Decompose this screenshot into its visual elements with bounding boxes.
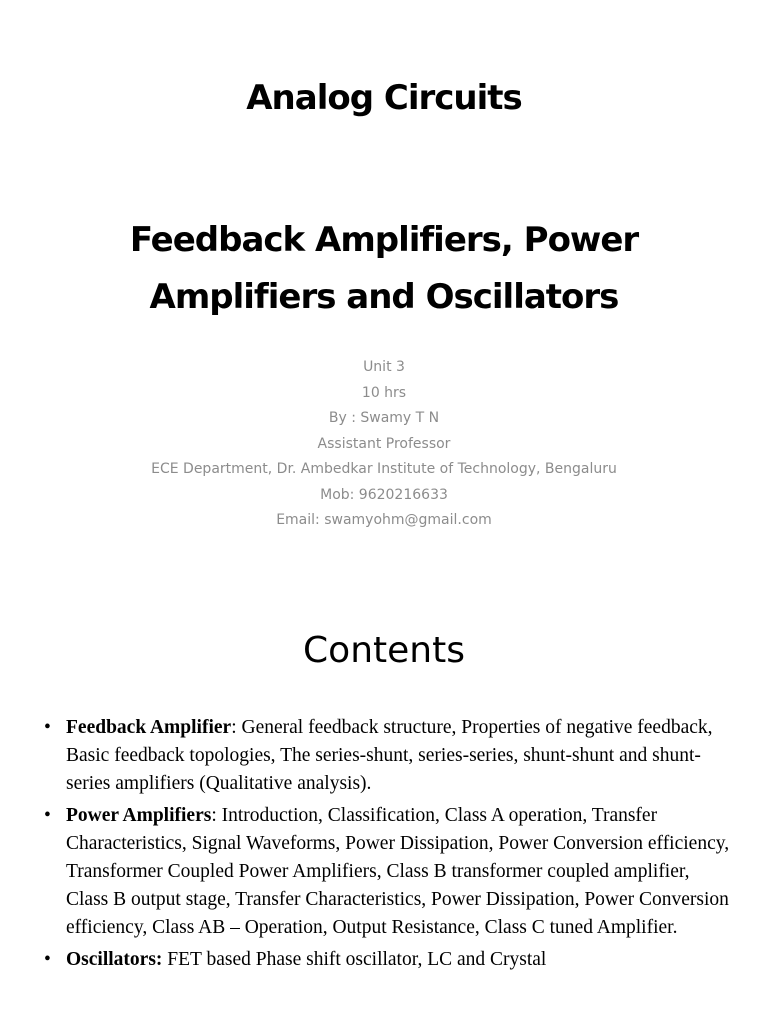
bullet-icon: •	[44, 805, 51, 826]
list-item	[44, 714, 734, 798]
unit-label: Unit 3	[363, 359, 405, 375]
author-info	[0, 355, 768, 534]
item-text: : Introduction, Classification, Class A operation, Transfer Characteristics, Signal Waveforms, Power Dissipation, Power Conversion efficiency, Transformer Coupled Power Amplifiers, Class B transformer coupled amplifier, Class B output stage, Transfer Characteristics, Power Dissipation, Power Conversion efficiency, Class AB – Operation, Output Resistance, Class C tuned Amplifier.	[66, 805, 730, 938]
hours-label: 10 hrs	[361, 384, 407, 401]
author-mobile: Mob: 9620216633	[320, 486, 448, 503]
list-item	[44, 946, 734, 974]
contents-slide	[0, 580, 768, 1024]
item-term: Power Amplifiers	[66, 805, 212, 826]
contents-list	[44, 714, 734, 978]
item-text: : General feedback structure, Properties of negative feedback, Basic feedback topologies, The series-shunt, series-series, shunt-shunt and shunt-series amplifiers (Qualitative analysis).	[66, 717, 713, 794]
item-term: Feedback Amplifier	[66, 717, 232, 738]
author-email: Email: swamyohm@gmail.com	[276, 512, 492, 528]
author-designation: Assistant Professor	[317, 435, 451, 452]
bullet-icon: •	[44, 717, 51, 738]
author-name: By : Swamy T N	[328, 410, 440, 426]
main-title: Analog Circuits	[246, 78, 522, 118]
contents-heading: Contents	[303, 630, 465, 671]
subtitle-line-2: Amplifiers and Oscillators	[149, 277, 619, 317]
bullet-icon: •	[44, 949, 51, 970]
item-text: FET based Phase shift oscillator, LC and Crystal	[162, 949, 547, 970]
item-term: Oscillators:	[66, 949, 163, 970]
author-department: ECE Department, Dr. Ambedkar Institute of Technology, Bengaluru	[151, 461, 617, 477]
subtitle	[40, 212, 728, 326]
subtitle-line-1: Feedback Amplifiers, Power	[129, 220, 639, 260]
list-item	[44, 802, 734, 942]
